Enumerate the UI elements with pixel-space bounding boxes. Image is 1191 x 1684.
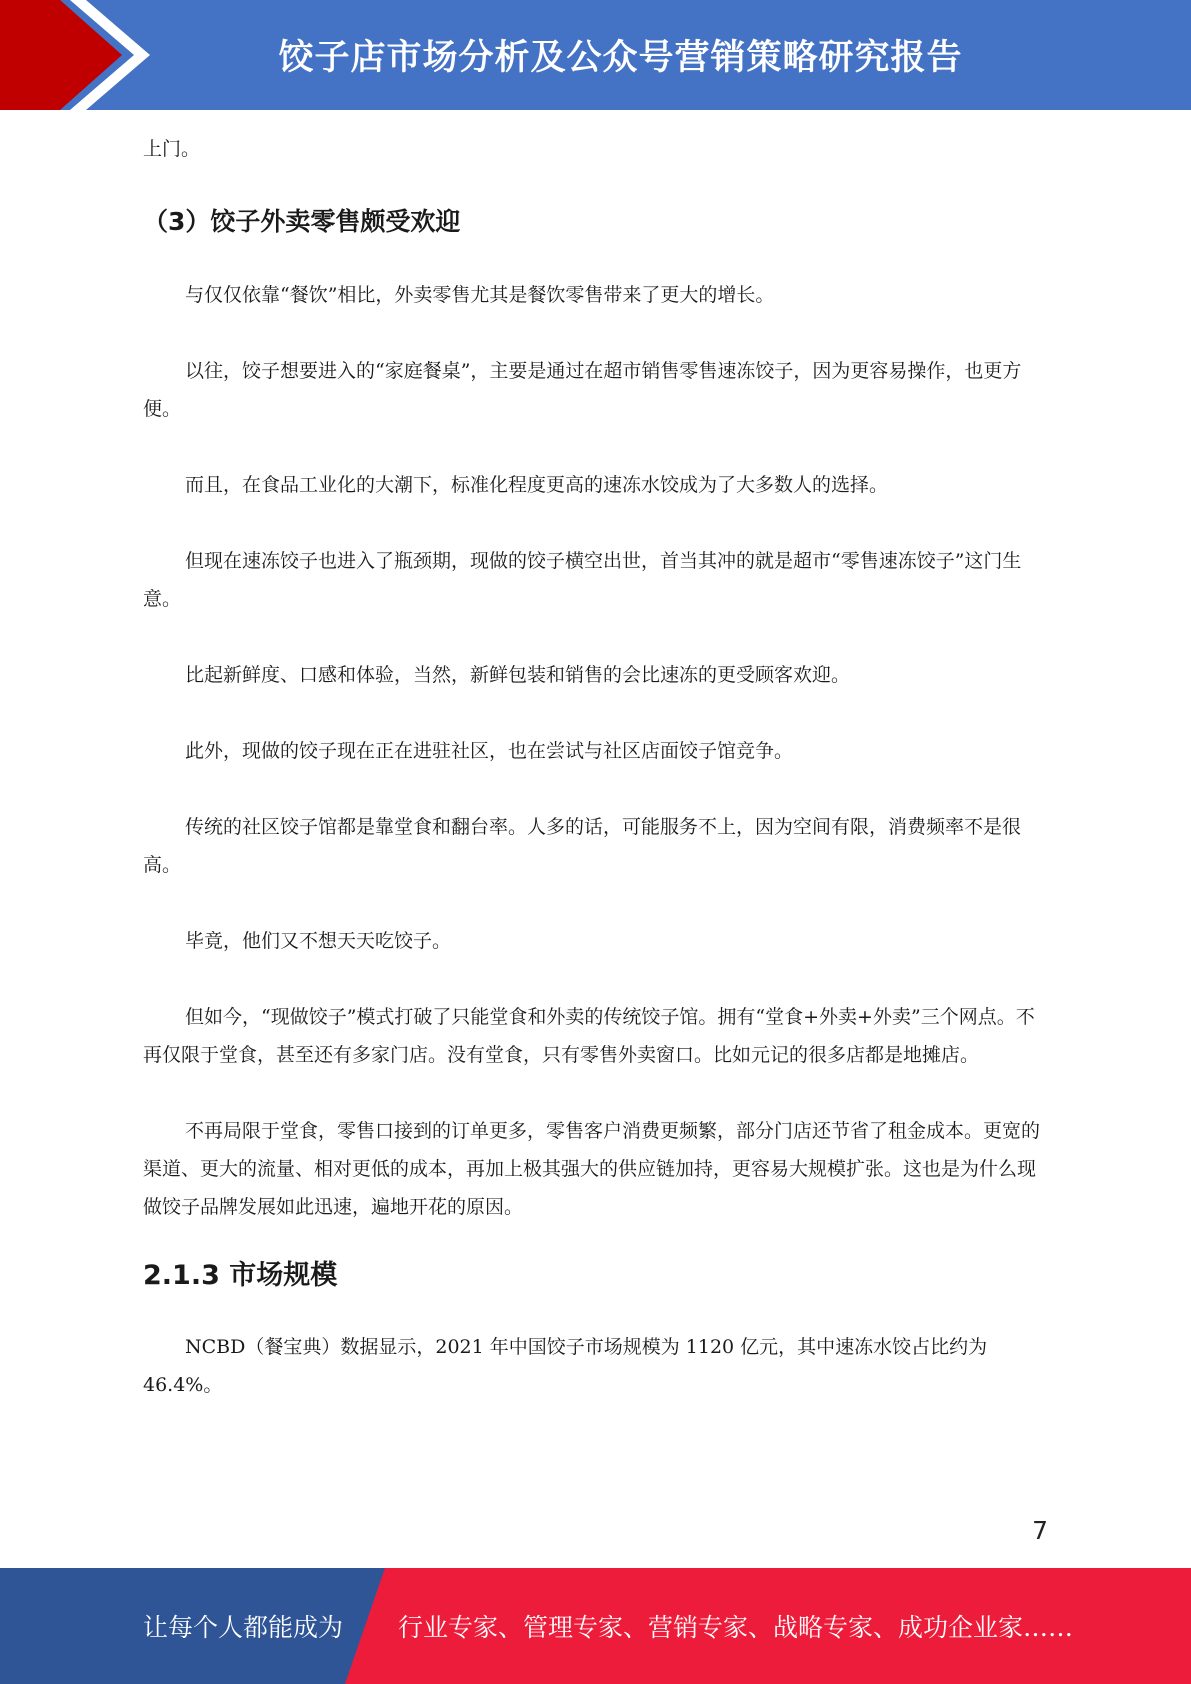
paragraph: 但现在速冻饺子也进入了瓶颈期，现做的饺子横空出世，首当其冲的就是超市“零售速冻饺子”这门生意。 [143,550,1022,610]
paragraph: 不再局限于堂食，零售口接到的订单更多，零售客户消费更频繁，部分门店还节省了租金成本。更宽的渠道、更大的流量、相对更低的成本，再加上极其强大的供应链加持，更容易大规模扩张。这也是为什么现做饺子品牌发展如此迅速，遍地开花的原因。 [143,1120,1041,1218]
paragraph: 以往，饺子想要进入的“家庭餐桌”，主要是通过在超市销售零售速冻饺子，因为更容易操作，也更方便。 [143,360,1022,420]
paragraph: 但如今，“现做饺子”模式打破了只能堂食和外卖的传统饺子馆。拥有“堂食+外卖+外卖”三个网点。不再仅限于堂食，甚至还有多家门店。没有堂食，只有零售外卖窗口。比如元记的很多店都是地摊店。 [143,1006,1035,1066]
subsection-heading: （3）饺子外卖零售颇受欢迎 [143,207,461,236]
footer-slogan-right: 行业专家、管理专家、营销专家、战略专家、成功企业家…… [398,1613,1074,1642]
paragraph: 与仅仅依靠“餐饮”相比，外卖零售尤其是餐饮零售带来了更大的增长。 [185,284,775,306]
report-title: 饺子店市场分析及公众号营销策略研究报告 [278,38,963,78]
paragraph: 而且，在食品工业化的大潮下，标准化程度更高的速冻水饺成为了大多数人的选择。 [185,474,889,496]
page-number: 7 [1032,1516,1048,1545]
continuation-line: 上门。 [143,138,201,160]
section-heading: 2.1.3 市场规模 [143,1260,338,1291]
document-body [143,130,1047,1404]
paragraph: 此外，现做的饺子现在正在进驻社区，也在尝试与社区店面饺子馆竞争。 [185,740,794,762]
paragraph: NCBD（餐宝典）数据显示，2021 年中国饺子市场规模为 1120 亿元，其中速冻水饺占比约为 46.4%。 [143,1336,988,1396]
page-header [0,0,1191,110]
paragraph: 毕竟，他们又不想天天吃饺子。 [185,930,452,952]
footer-slogan-left: 让每个人都能成为 [143,1613,344,1642]
header-arrow-decoration [0,0,160,110]
paragraph: 比起新鲜度、口感和体验，当然，新鲜包装和销售的会比速冻的更受顾客欢迎。 [185,664,851,686]
page-footer [0,1568,1191,1684]
paragraph: 传统的社区饺子馆都是靠堂食和翻台率。人多的话，可能服务不上，因为空间有限，消费频率不是很高。 [143,816,1022,876]
